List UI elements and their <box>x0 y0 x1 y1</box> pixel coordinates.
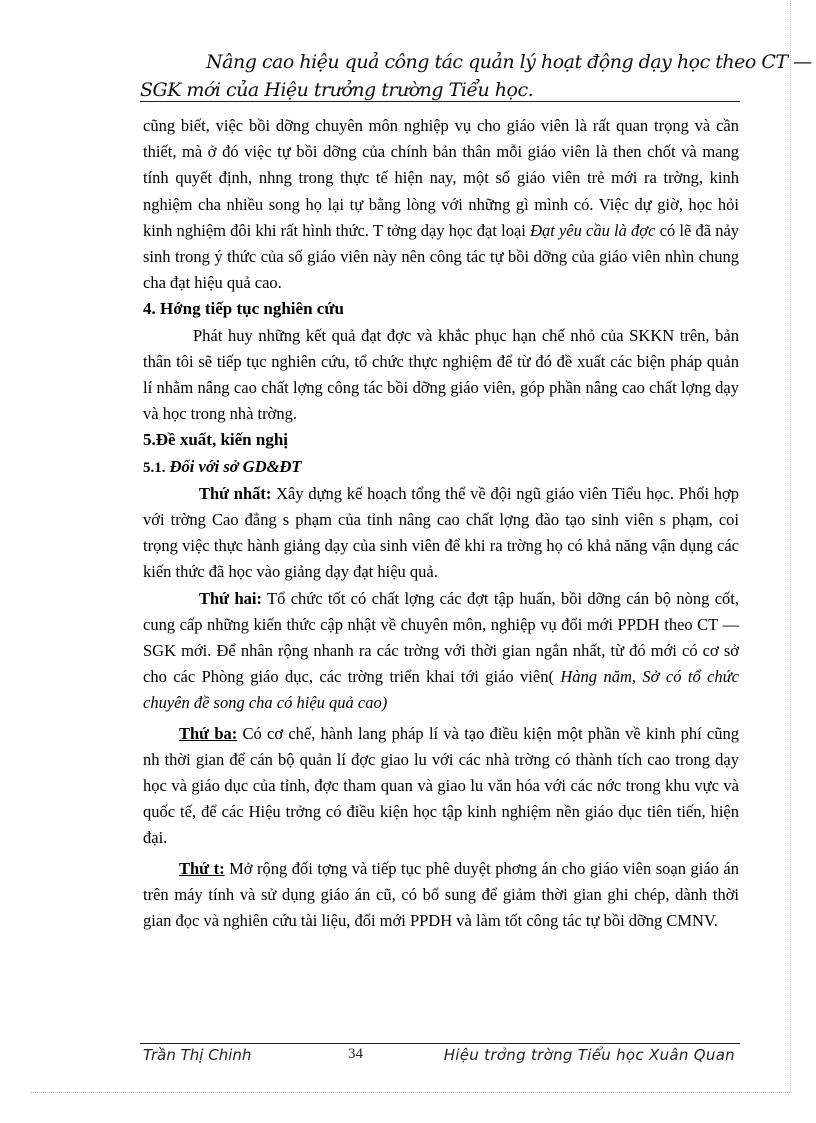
proposal-second <box>143 586 739 717</box>
proposal-fourth-label: Thứ t: <box>179 858 225 878</box>
subsection-title: Đối với sở GD&ĐT <box>169 456 302 476</box>
header-line-1: Nâng cao hiệu quả công tác quản lý hoạt động dạy học theo CT — <box>206 51 812 73</box>
proposal-second-label: Thứ hai: <box>199 588 262 608</box>
header-line-2: SGK mới của Hiệu trưởng trường Tiểu học. <box>140 79 534 101</box>
proposal-fourth <box>143 856 739 935</box>
proposal-first-label: Thứ nhất: <box>199 483 272 503</box>
footer-school: Hiệu trởng trờng Tiểu học Xuân Quan <box>443 1046 735 1064</box>
footer-author: Trần Thị Chinh <box>143 1046 252 1064</box>
page-edge-right <box>790 0 791 1092</box>
section-heading-4: 4. Hớng tiếp tục nghiên cứu <box>143 299 344 319</box>
section-heading-5: 5.Đề xuất, kiến nghị <box>143 430 288 450</box>
page-header <box>140 48 812 104</box>
paragraph-intro <box>143 113 739 296</box>
proposal-third-label: Thứ ba: <box>179 723 238 743</box>
proposal-first-text: Xây dựng kế hoạch tổng thể về đội ngũ giáo viên Tiểu học. Phối hợp với trờng Cao đẳng s phạm của tỉnh nâng cao chất lợng đào tạo sinh viên s phạm, coi trọng việc thực hành giảng dạy của sinh viên để khi ra trờng họ có khả năng vận dụng các kiến thức đã học vào giảng dạy đạt hiệu quả. <box>143 483 739 582</box>
proposal-fourth-text: Mở rộng đối tợng và tiếp tục phê duyệt phơng án cho giáo viên soạn giáo án trên máy tính và sử dụng giáo án cũ, có bổ sung để giảm thời gian ghi chép, dành thời gian đọc và nghiên cứu tài liệu, đổi mới PPDH và làm tốt công tác tự bồi dỡng CMNV. <box>143 858 739 931</box>
proposal-second-italic: Hàng năm, Sở có tổ chức chuyên đề song cha có hiệu quả cao) <box>143 667 740 713</box>
subsection-number: 5.1. <box>143 459 166 476</box>
proposal-third <box>143 721 739 852</box>
footer-divider <box>140 1043 740 1044</box>
header-divider <box>140 101 740 102</box>
proposal-second-text: Tổ chức tốt có chất lợng các đợt tập huấn, bồi dỡng cán bộ nòng cốt, cung cấp những kiến thức cập nhật về chuyên môn, nghiệp vụ đổi mới PPDH theo CT — SGK mới. Để nhân rộng nhanh ra các trờng với thời gian ngắn nhất, từ đó mới có cơ sở cho các Phòng giáo dục, các trờng triển khai tới giáo viên( <box>143 588 739 687</box>
proposal-first <box>143 481 739 586</box>
subsection-heading-5-1 <box>143 454 739 481</box>
paragraph-intro-text: cũng biết, việc bồi dỡng chuyên môn nghiệp vụ cho giáo viên là rất quan trọng và cần thiết, mà ở đó việc tự bồi dỡng của chính bản thân mỗi giáo viên là then chốt và mang tính quyết định, nhng trong thực tế hiện nay, một số giáo viên trẻ mới ra trờng, kinh nghiệm cha nhiều song họ lại tự bằng lòng với những gì mình có. Việc dự giờ, học hỏi kinh nghiệm đôi khi rất hình thức. T tởng dạy học đạt loại <box>143 116 739 240</box>
paragraph-intro-italic: Đạt yêu cầu là đợc <box>530 220 656 240</box>
page-footer <box>143 1046 739 1070</box>
footer-page-number: 34 <box>348 1046 363 1062</box>
document-body <box>143 113 739 934</box>
paragraph-intro-end: có lẽ đã nảy sinh trong ý thức của số giáo viên này nên công tác tự bồi dỡng của giáo viên nhìn chung cha đạt hiệu quả cao. <box>143 220 740 293</box>
page-edge-bottom <box>30 1092 792 1093</box>
proposal-third-text: Có cơ chế, hành lang pháp lí và tạo điều kiện một phần về kinh phí cũng nh thời gian để cán bộ quản lí đợc giao lu với các nhà trờng có thành tích cao trong dạy học và giáo dục của tỉnh, đợc tham quan và giao lu văn hóa với các nớc trong khu vực và quốc tế, để các Hiệu trởng có điều kiện học tập kinh nghiệm nền giáo dục tiên tiến, hiện đại. <box>143 723 740 848</box>
paragraph-research: Phát huy những kết quả đạt đợc và khắc phục hạn chế nhỏ của SKKN trên, bản thân tôi sẽ tiếp tục nghiên cứu, tổ chức thực nghiệm để từ đó đề xuất các biện pháp quản lí nhằm nâng cao chất lợng công tác bồi dỡng giáo viên, góp phần nâng cao chất lợng dạy và học trong nhà trờng. <box>143 325 739 424</box>
